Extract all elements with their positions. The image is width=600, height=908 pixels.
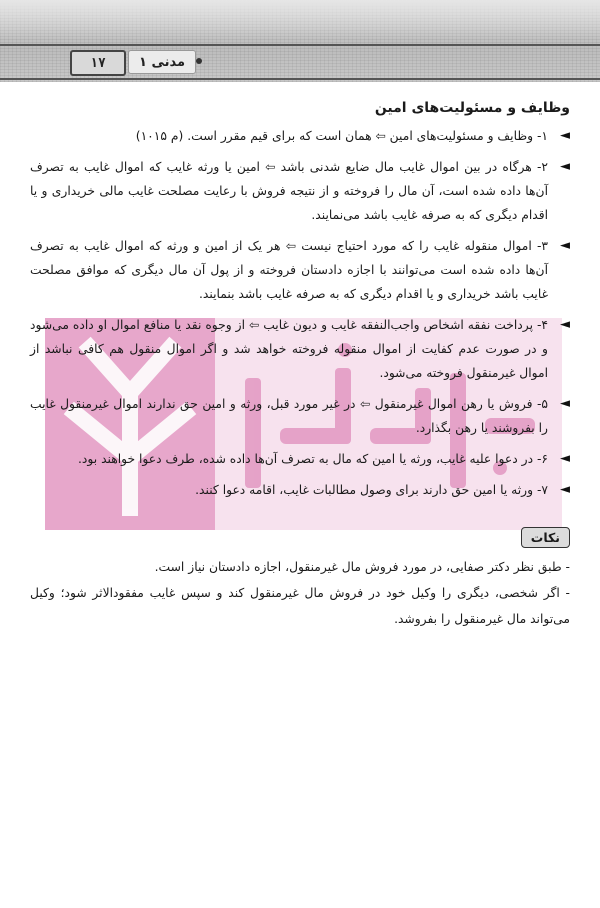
item-text: ۱- وظایف و مسئولیت‌های امین ⇦ همان است که برای قیم مقرر است. (م ۱۰۱۵)	[135, 129, 548, 143]
running-title: مدنی ۱	[128, 50, 196, 74]
item-text: ۲- هرگاه در بین اموال غایب مال ضایع شدنی باشد ⇦ امین یا ورثه غایب که اموال غایب به تصرف آن‌ها داده شده است، آن مال را فروخته و از نتیجه فروش با رعایت مصلحت غایب مالی خریداری و یا اقدام دیگری که به صرفه غایب باشد می‌نمایند.	[30, 160, 548, 222]
list-item	[30, 478, 570, 502]
list-item	[30, 313, 570, 385]
item-text: ۴- پرداخت نفقه اشخاص واجب‌النفقه غایب و دیون غایب ⇦ از وجوه نقد یا منافع اموال او داده می‌شود و در صورت عدم کفایت از اموال منقوله فروخته خواهد شد و اگر اموال منقول هم کافی نباشد از اموال غیرمنقول فروخته می‌شود.	[30, 318, 548, 380]
header-rule-bottom	[0, 78, 600, 80]
header-rule-top	[0, 44, 600, 46]
note-line: - طبق نظر دکتر صفایی، در مورد فروش مال غیرمنقول، اجازه دادستان نیاز است.	[154, 560, 570, 574]
item-text: ۵- فروش یا رهن اموال غیرمنقول ⇦ در غیر مورد قبل، ورثه و امین حق ندارند اموال غیرمنقول غایب را بفروشند یا رهن بگذارد.	[30, 397, 548, 435]
item-marker: ◄	[560, 159, 570, 174]
page-header	[0, 0, 600, 82]
item-marker: ◄	[560, 451, 570, 466]
item-marker: ◄	[560, 396, 570, 411]
header-bullet	[196, 58, 202, 64]
list-item	[30, 447, 570, 471]
page-number: ۱۷	[70, 50, 126, 76]
list-item	[30, 234, 570, 306]
notes-badge: نکات	[521, 527, 570, 548]
note-line: - اگر شخصی، دیگری را وکیل خود در فروش مال غیرمنقول کند و سپس غایب مفقودالاثر شود؛ وکیل می‌تواند مال غیرمنقول را بفروشد.	[30, 586, 570, 626]
list-item	[30, 155, 570, 227]
section-title: وظایف و مسئولیت‌های امین	[374, 100, 570, 116]
item-text: ۶- در دعوا علیه غایب، ورثه یا امین که مال به تصرف آن‌ها داده شده، طرف دعوا خواهند بود.	[78, 452, 548, 466]
header-fade	[0, 0, 600, 40]
item-marker: ◄	[560, 482, 570, 497]
item-marker: ◄	[560, 317, 570, 332]
item-marker: ◄	[560, 238, 570, 253]
item-text: ۷- ورثه یا امین حق دارند برای وصول مطالبات غایب، اقامه دعوا کنند.	[195, 483, 548, 497]
list-item	[30, 392, 570, 440]
page-body	[30, 100, 570, 632]
list-item	[30, 124, 570, 148]
item-text: ۳- اموال منقوله غایب را که مورد احتیاج نیست ⇦ هر یک از امین و ورثه که اموال غایب به تصرف آن‌ها داده شده است می‌توانند با اجازه دادستان فروخته و از پول آن مال دیگری که موافق مصلحت غایب باشد خریداری و یا اقدام دیگری که به صرفه غایب باشد بنمایند.	[30, 239, 548, 301]
item-marker: ◄	[560, 128, 570, 143]
